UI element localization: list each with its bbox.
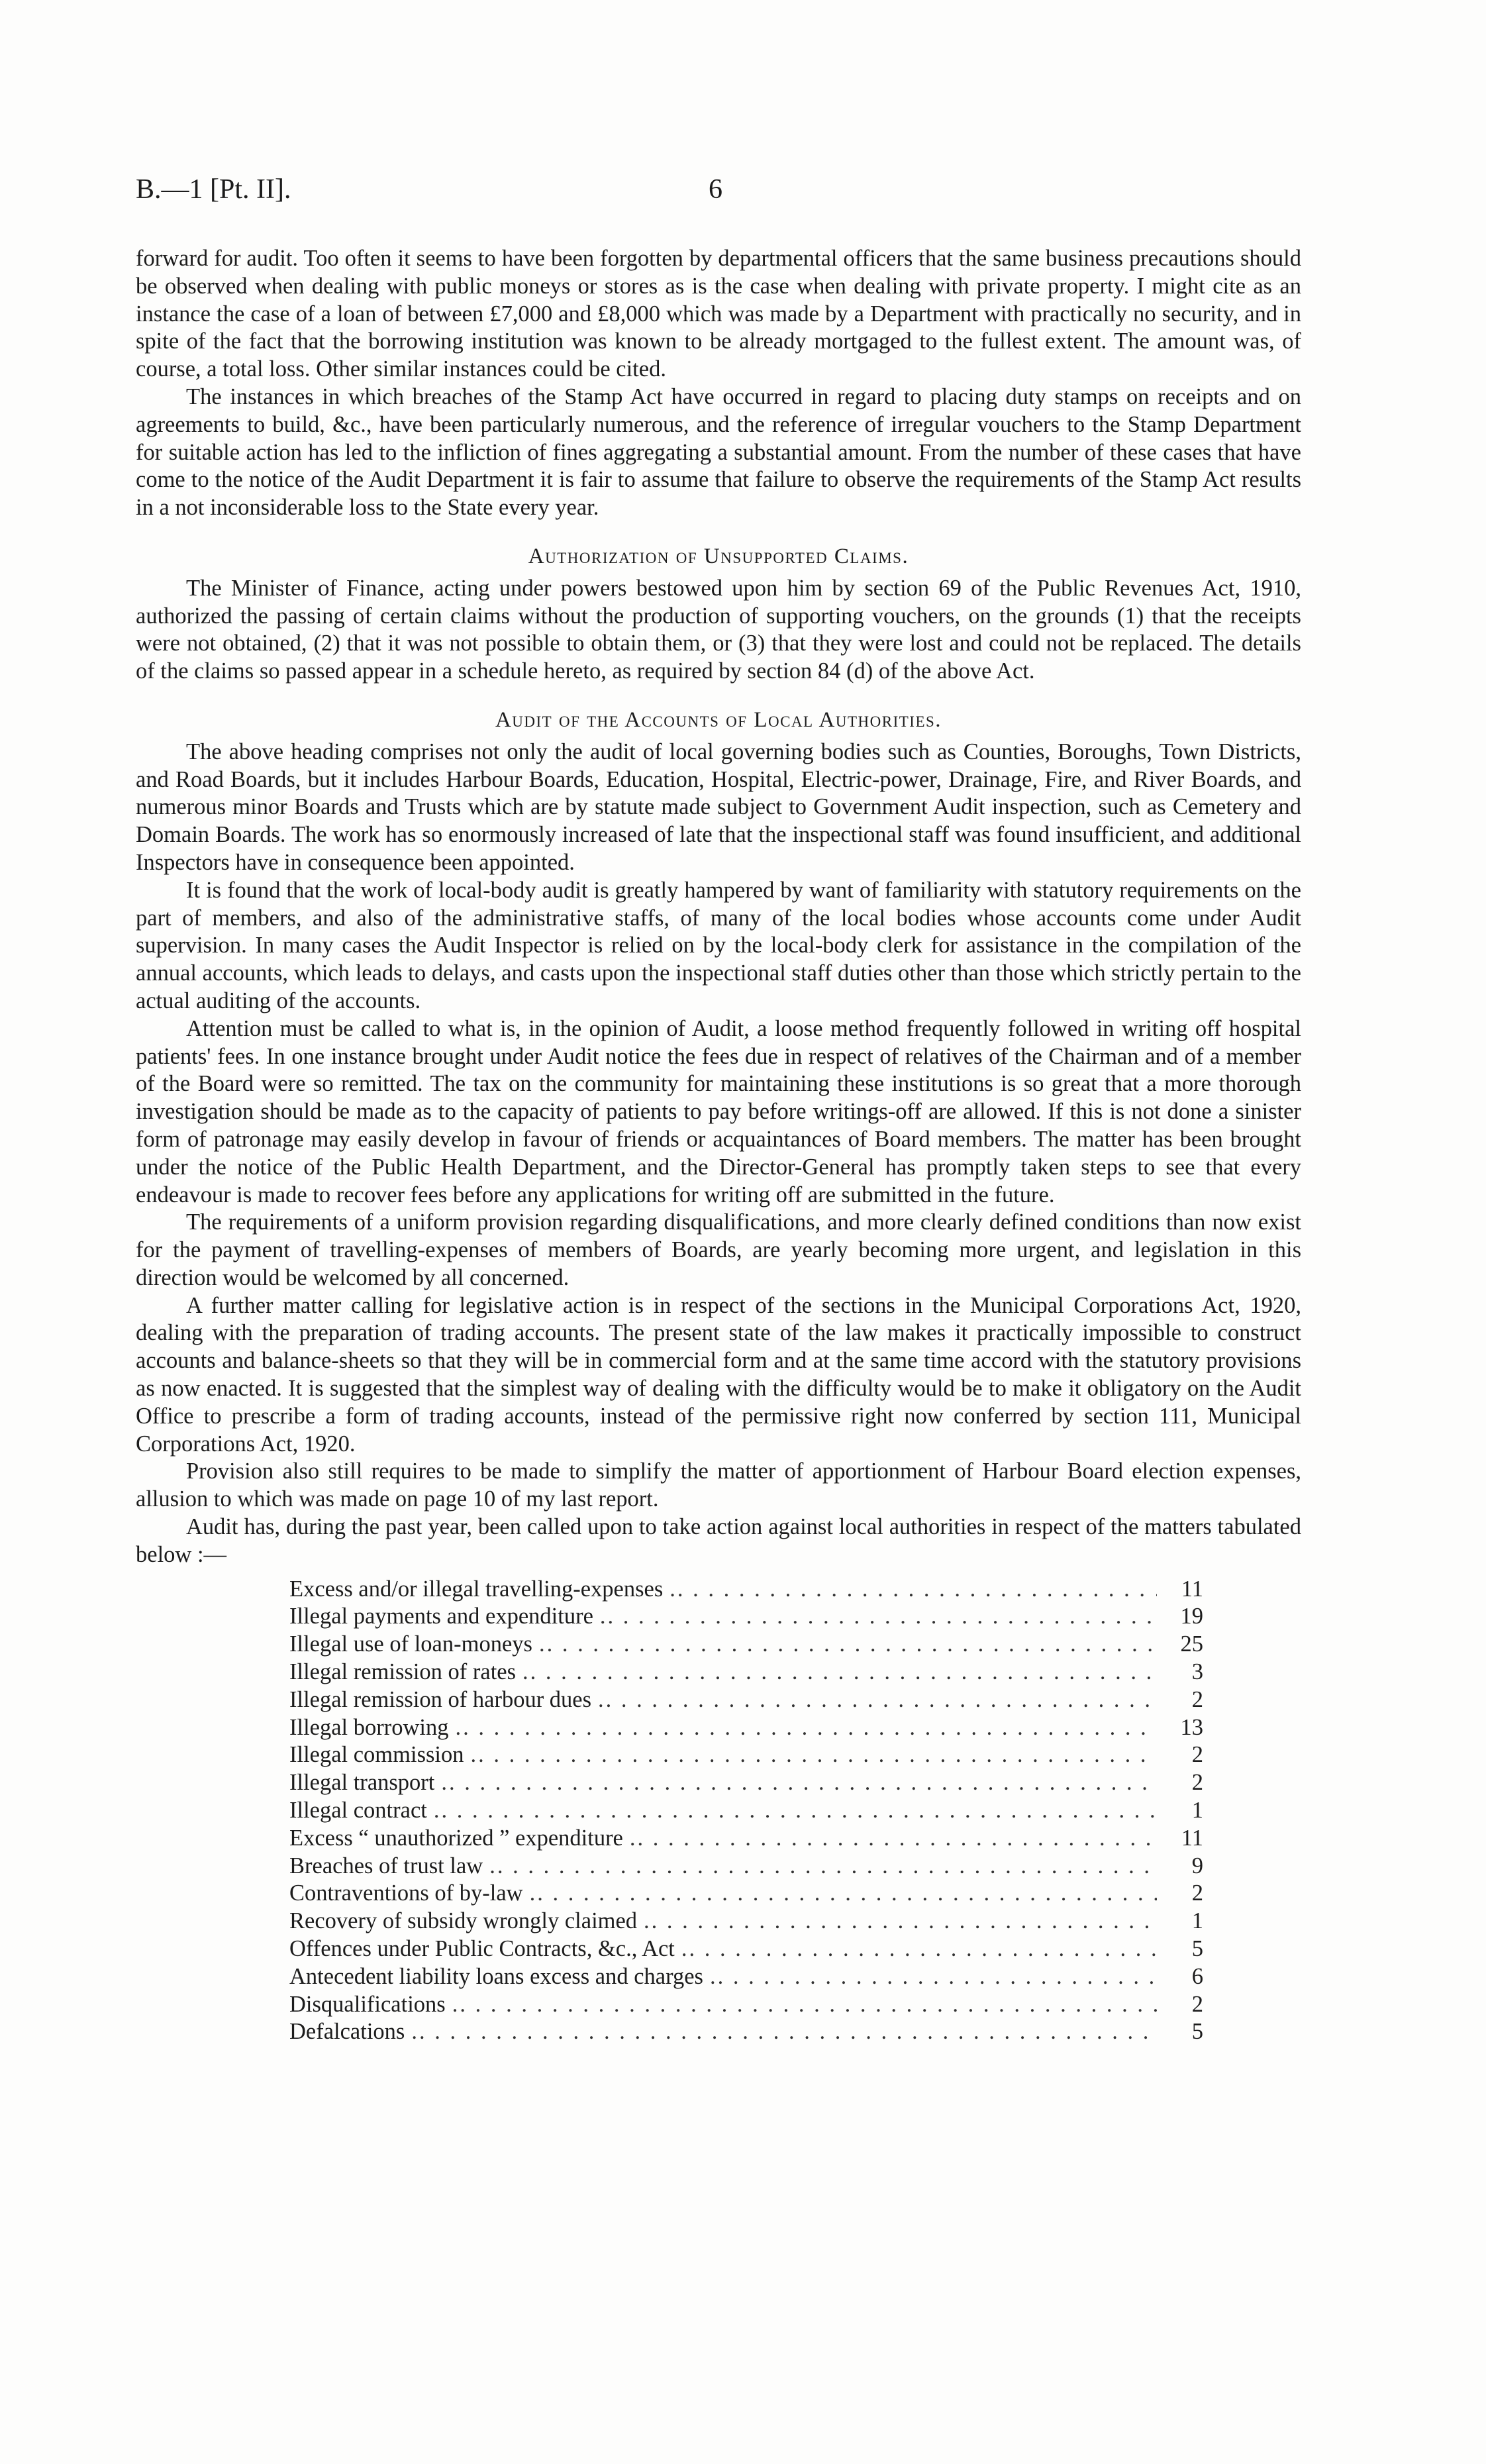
page-number: 6 xyxy=(709,174,722,205)
paragraph: The instances in which breaches of the Stamp Act have occurred in regard to placing duty stamps on receipts and on agreements to build, &c., have been particularly numerous, and the reference of irregular vouchers to the Stamp Department for suitable action has led to the infliction of fines aggregating a substantial amount. From the number of these cases that have come to the notice of the Audit Department it is fair to assume that failure to observe the requirements of the Stamp Act results in a not inconsiderable loss to the State every year. xyxy=(136,384,1301,521)
paragraph: A further matter calling for legislative action is in respect of the sections in the Municipal Corporations Act, 1920, dealing with the preparation of trading accounts. The present state of the law makes it practically impossible to construct accounts and balance-sheets so that they will be in commercial form and at the same time accord with the statutory provisions as now enacted. It is suggested that the simplest way of dealing with the difficulty would be to make it obligatory on the Audit Office to prescribe a form of trading accounts, instead of the permissive right now conferred by section 111, Municipal Corporations Act, 1920. xyxy=(136,1292,1301,1457)
dot-leader xyxy=(591,1686,1157,1714)
table-row xyxy=(289,1769,1203,1797)
document-body xyxy=(136,245,1301,2046)
row-label: Offences under Public Contracts, &c., Act xyxy=(289,1936,675,1962)
paragraph: forward for audit. Too often it seems to have been forgotten by departmental officers that the same business precautions should be observed when dealing with public moneys or stores as is the case when dealing with private property. I might cite as an instance the case of a loan of between £7,000 and £8,000 which was made by a Department with practically no security, and in spite of the fact that the borrowing institution was known to be already mortgaged to the fullest extent. The amount was, of course, a total loss. Other similar instances could be cited. xyxy=(136,246,1301,382)
dot-leader xyxy=(464,1741,1157,1769)
row-label: Illegal remission of harbour dues xyxy=(289,1686,592,1712)
row-count: 3 xyxy=(1191,1659,1203,1685)
paragraph: The requirements of a uniform provision regarding disqualifications, and more clearly defined conditions than now exist for the payment of travelling-expenses of members of Boards, are yearly becoming more urgent, and legislation in this direction would be welcomed by all concerned. xyxy=(136,1209,1301,1290)
row-count: 2 xyxy=(1191,1770,1203,1796)
table-row xyxy=(289,2018,1203,2046)
table-row xyxy=(289,1686,1203,1714)
dot-leader xyxy=(483,1853,1157,1880)
table-row xyxy=(289,1935,1203,1963)
table-row xyxy=(289,1991,1203,2019)
row-label: Excess and/or illegal travelling-expenses xyxy=(289,1576,664,1602)
row-count: 2 xyxy=(1191,1686,1203,1712)
row-label: Recovery of subsidy wrongly claimed xyxy=(289,1908,638,1934)
row-label: Illegal commission xyxy=(289,1742,464,1768)
row-count: 5 xyxy=(1191,1936,1203,1962)
dot-leader xyxy=(663,1576,1157,1604)
paragraph: Provision also still requires to be made to simplify the matter of apportionment of Harbour Board election expenses, allusion to which was made on page 10 of my last report. xyxy=(136,1459,1301,1512)
dot-leader xyxy=(448,1714,1157,1742)
table-row xyxy=(289,1853,1203,1880)
table-row xyxy=(289,1880,1203,1908)
section-heading: Authorization of Unsupported Claims. xyxy=(528,544,909,568)
row-count: 2 xyxy=(1191,1880,1203,1906)
document-code: B.—1 [Pt. II]. xyxy=(136,174,291,205)
row-label: Defalcations xyxy=(289,2019,405,2045)
table-row xyxy=(289,1797,1203,1825)
row-label: Disqualifications xyxy=(289,1991,446,2017)
table-row xyxy=(289,1659,1203,1686)
row-label: Illegal use of loan-moneys xyxy=(289,1631,532,1657)
table-row xyxy=(289,1908,1203,1935)
paragraph: It is found that the work of local-body audit is greatly hampered by want of familiarity with statutory requirements on the part of members, and also of the administrative staffs, of many of the local bodies whose accounts come under Audit supervision. In many cases the Audit Inspector is relied on by the local-body clerk for assistance in the compilation of the annual accounts, which leads to delays, and casts upon the inspectional staff duties other than those which strictly pertain to the actual auditing of the accounts. xyxy=(136,877,1301,1013)
row-count: 2 xyxy=(1191,1991,1203,2017)
table-row xyxy=(289,1741,1203,1769)
dot-leader xyxy=(703,1963,1157,1991)
table-row xyxy=(289,1603,1203,1631)
dot-leader xyxy=(434,1769,1157,1797)
row-count: 1 xyxy=(1191,1908,1203,1934)
row-count: 5 xyxy=(1191,2019,1203,2045)
row-label: Breaches of trust law xyxy=(289,1853,483,1878)
dot-leader xyxy=(516,1659,1157,1686)
row-count: 9 xyxy=(1191,1853,1203,1878)
dot-leader xyxy=(637,1908,1157,1935)
row-label: Contraventions of by-law xyxy=(289,1880,523,1906)
row-count: 11 xyxy=(1181,1576,1203,1602)
page-header xyxy=(136,174,1301,213)
paragraph: The Minister of Finance, acting under powers bestowed upon him by section 69 of the Public Revenues Act, 1910, authorized the passing of certain claims without the production of supporting vouchers, on the grounds (1) that the receipts were not obtained, (2) that it was not possible to obtain them, or (3) that they were lost and could not be replaced. The details of the claims so passed appear in a schedule hereto, as required by section 84 (d) of the above Act. xyxy=(136,575,1301,684)
table-row xyxy=(289,1825,1203,1853)
row-label: Antecedent liability loans excess and charges xyxy=(289,1963,703,1989)
dot-leader xyxy=(405,2018,1157,2046)
row-label: Illegal contract xyxy=(289,1798,427,1823)
row-label: Excess “ unauthorized ” expenditure xyxy=(289,1825,623,1851)
table-row xyxy=(289,1631,1203,1659)
dot-leader xyxy=(623,1825,1157,1853)
row-label: Illegal payments and expenditure xyxy=(289,1604,593,1629)
row-label: Illegal borrowing xyxy=(289,1714,449,1740)
row-count: 6 xyxy=(1191,1963,1203,1989)
dot-leader xyxy=(532,1631,1157,1659)
dot-leader xyxy=(675,1935,1157,1963)
dot-leader xyxy=(446,1991,1157,2019)
table-row xyxy=(289,1963,1203,1991)
row-count: 19 xyxy=(1180,1604,1203,1629)
row-count: 13 xyxy=(1180,1714,1203,1740)
row-label: Illegal remission of rates xyxy=(289,1659,517,1685)
paragraph: Attention must be called to what is, in the opinion of Audit, a loose method frequently followed in writing off hospital patients' fees. In one instance brought under Audit notice the fees due in respect of relatives of the Chairman and of a member of the Board were so remitted. The tax on the community for maintaining these institutions is so great that a more thorough investigation should be made as to the capacity of patients to pay before writings-off are allowed. If this is not done a sinister form of patronage may easily develop in favour of friends or acquaintances of Board members. The matter has been brought under the notice of the Public Health Department, and the Director-General has promptly taken steps to see that every endeavour is made to recover fees before any applications for writing off are submitted in the future. xyxy=(136,1015,1301,1207)
dot-leader xyxy=(593,1603,1157,1631)
paragraph: Audit has, during the past year, been called upon to take action against local authorities in respect of the matters tabulated below :— xyxy=(136,1514,1301,1567)
dot-leader xyxy=(427,1797,1157,1825)
row-count: 2 xyxy=(1191,1742,1203,1768)
matters-table xyxy=(289,1576,1203,2047)
table-row xyxy=(289,1576,1203,1604)
row-count: 25 xyxy=(1180,1631,1203,1657)
row-count: 11 xyxy=(1181,1825,1203,1851)
row-label: Illegal transport xyxy=(289,1770,435,1796)
table-row xyxy=(289,1714,1203,1742)
section-heading: Audit of the Accounts of Local Authorities. xyxy=(495,707,942,732)
dot-leader xyxy=(523,1880,1157,1908)
paragraph: The above heading comprises not only the audit of local governing bodies such as Counties, Boroughs, Town Districts, and Road Boards, but it includes Harbour Boards, Education, Hospital, Electric-power, Drainage, Fire, and River Boards, and numerous minor Boards and Trusts which are by statute made subject to Government Audit inspection, such as Cemetery and Domain Boards. The work has so enormously increased of late that the inspectional staff was found insufficient, and additional Inspectors have in consequence been appointed. xyxy=(136,739,1301,875)
row-count: 1 xyxy=(1191,1798,1203,1823)
